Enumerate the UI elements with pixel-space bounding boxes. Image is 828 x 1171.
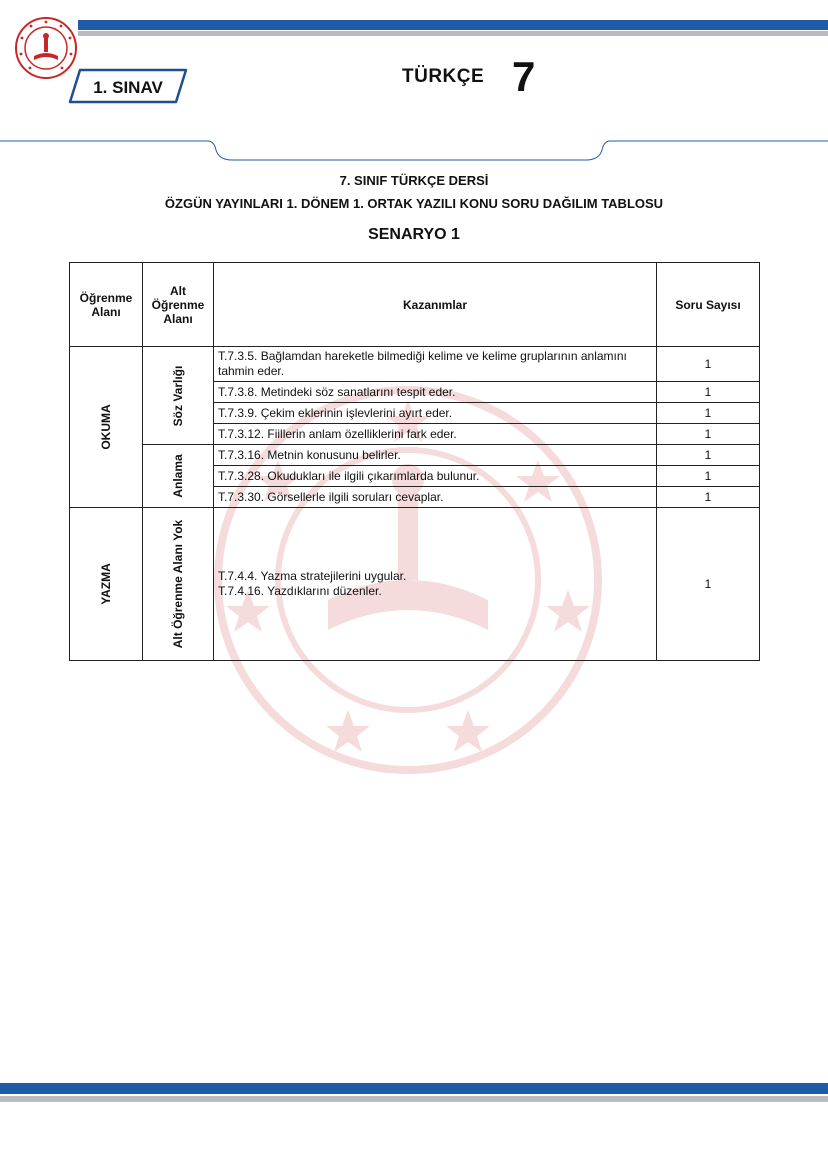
exam-label: 1. SINAV [93, 78, 163, 97]
header-divider [0, 136, 828, 166]
outcome-cell: T.7.3.30. Görsellerle ilgili soruları cevaplar. [214, 487, 657, 508]
table-row [70, 445, 760, 466]
outcome-cell: T.7.3.5. Bağlamdan hareketle bilmediği kelime ve kelime gruplarının anlamını tahmin eder. [214, 347, 657, 382]
topic-distribution-table [69, 262, 760, 661]
header-question-count: Soru Sayısı [657, 263, 760, 347]
table-row [70, 347, 760, 382]
count-cell: 1 [657, 466, 760, 487]
area-cell-yazma [70, 508, 143, 661]
subarea-cell-soz-varligi [143, 347, 214, 445]
document-subtitle: ÖZGÜN YAYINLARI 1. DÖNEM 1. ORTAK YAZILI KONU SORU DAĞILIM TABLOSU [164, 196, 664, 211]
area-label-okuma: OKUMA [99, 404, 113, 450]
scenario-title: SENARYO 1 [368, 226, 460, 243]
subarea-label-anlama: Anlama [171, 454, 185, 498]
count-cell: 1 [657, 424, 760, 445]
outcome-cell: T.7.3.28. Okudukları ile ilgili çıkarımlarda bulunur. [214, 466, 657, 487]
footer-blue-band [0, 1083, 828, 1094]
count-cell: 1 [657, 382, 760, 403]
header-sub-learning-area: Alt Öğrenme Alanı [143, 263, 214, 347]
outcome-cell: T.7.3.12. Fiillerin anlam özelliklerini fark eder. [214, 424, 657, 445]
outcome-line: T.7.4.4. Yazma stratejilerini uygular. [218, 569, 407, 583]
area-label-yazma: YAZMA [99, 563, 113, 605]
table-header-row [70, 263, 760, 347]
outcome-cell: T.7.3.8. Metindeki söz sanatlarını tespit eder. [214, 382, 657, 403]
count-cell: 1 [657, 347, 760, 382]
subarea-cell-anlama [143, 445, 214, 508]
outcome-cell [214, 508, 657, 661]
subarea-label-soz-varligi: Söz Varlığı [171, 365, 185, 426]
document-title: 7. SINIF TÜRKÇE DERSİ [339, 173, 489, 188]
outcome-cell: T.7.3.9. Çekim eklerinin işlevlerini ayırt eder. [214, 403, 657, 424]
header-grey-band [78, 31, 828, 36]
table-row [70, 508, 760, 661]
count-cell: 1 [657, 508, 760, 661]
count-cell: 1 [657, 403, 760, 424]
outcome-line: T.7.4.16. Yazdıklarını düzenler. [218, 584, 382, 598]
area-cell-okuma [70, 347, 143, 508]
outcome-cell: T.7.3.16. Metnin konusunu belirler. [214, 445, 657, 466]
header-learning-area: Öğrenme Alanı [70, 263, 143, 347]
count-cell: 1 [657, 445, 760, 466]
subarea-cell-none [143, 508, 214, 661]
subject-title: TÜRKÇE [402, 66, 485, 87]
header-blue-band [78, 20, 828, 30]
header-outcomes: Kazanımlar [214, 263, 657, 347]
subarea-label-none: Alt Öğrenme Alanı Yok [171, 519, 185, 649]
footer-grey-band [0, 1096, 828, 1102]
count-cell: 1 [657, 487, 760, 508]
grade-number: 7 [512, 53, 536, 100]
